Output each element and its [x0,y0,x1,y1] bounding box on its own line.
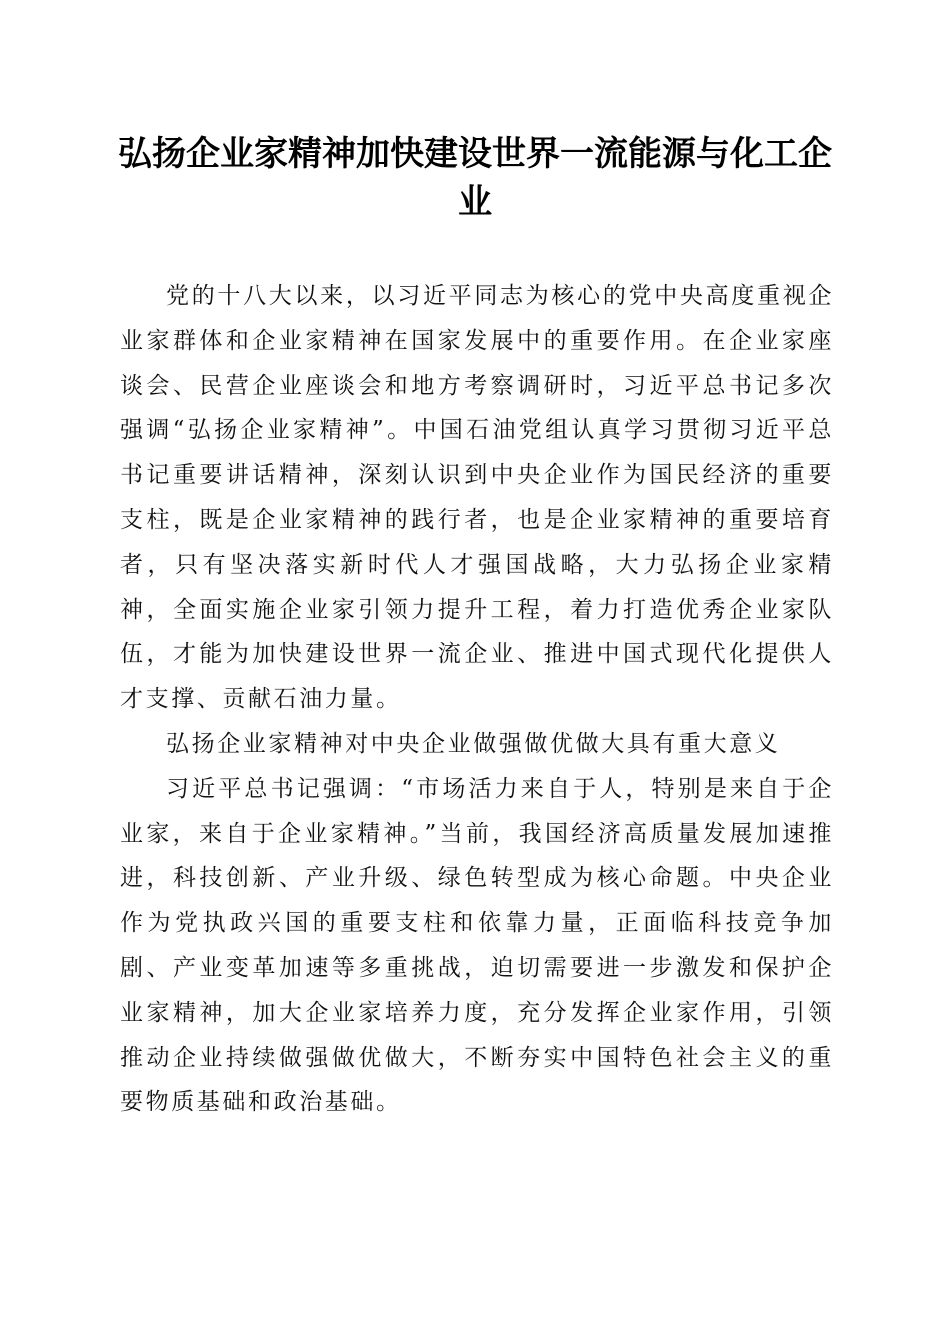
paragraph-intro: 党的十八大以来，以习近平同志为核心的党中央高度重视企业家群体和企业家精神在国家发展中的重要作用。在企业家座谈会、民营企业座谈会和地方考察调研时，习近平总书记多次强调“弘扬企业家精神”。中国石油党组认真学习贯彻习近平总书记重要讲话精神，深刻认识到中央企业作为国民经济的重要支柱，既是企业家精神的践行者，也是企业家精神的重要培育者，只有坚决落实新时代人才强国战略，大力弘扬企业家精神，全面实施企业家引领力提升工程，着力打造优秀企业家队伍，才能为加快建设世界一流企业、推进中国式现代化提供人才支撑、贡献石油力量。 [120,283,834,713]
section-heading: 弘扬企业家精神对中央企业做强做优做大具有重大意义 [166,730,781,757]
paragraph-significance: 习近平总书记强调：“市场活力来自于人，特别是来自于企业家，来自于企业家精神。”当前，我国经济高质量发展加速推进，科技创新、产业升级、绿色转型成为核心命题。中央企业作为党执政兴国的重要支柱和依靠力量，正面临科技竞争加剧、产业变革加速等多重挑战，迫切需要进一步激发和保护企业家精神，加大企业家培养力度，充分发挥企业家作用，引领推动企业持续做强做优做大，不断夯实中国特色社会主义的重要物质基础和政治基础。 [120,775,834,1116]
document-body [120,274,834,1125]
document-title: 弘扬企业家精神加快建设世界一流能源与化工企业 [118,134,832,222]
